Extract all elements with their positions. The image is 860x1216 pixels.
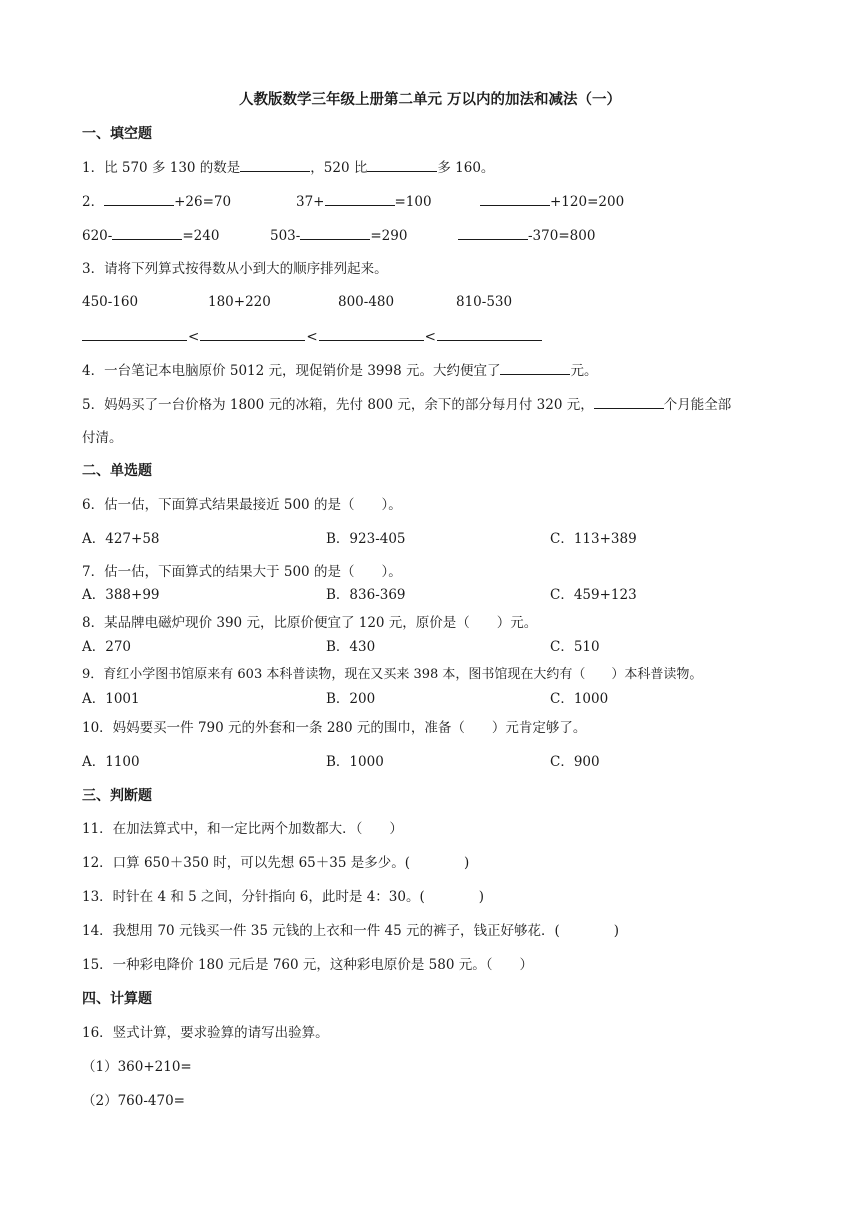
option-a[interactable]: A．1100 xyxy=(82,754,140,770)
question-9: 9．育红小学图书馆原来有 603 本科普读物，现在又买来 398 本，图书馆现在大约有（ ）本科普读物。 xyxy=(82,667,703,682)
section-heading-fill-in: 一、填空题 xyxy=(82,126,152,142)
option-b[interactable]: B．200 xyxy=(326,691,376,707)
answer-blank[interactable] xyxy=(104,191,174,206)
question-6: 6．估一估，下面算式结果最接近 500 的是（ ）。 xyxy=(82,497,402,513)
question-16-part-2: （2）760-470= xyxy=(82,1093,185,1109)
question-4: 4．一台笔记本电脑原价 5012 元，现促销价是 3998 元。大约便宜了 元。 xyxy=(82,360,597,381)
option-a[interactable]: A．270 xyxy=(82,639,132,655)
option-a[interactable]: A．427+58 xyxy=(82,531,160,547)
question-12: 12．口算 650＋350 时，可以先想 65＋35 是多少。( ) xyxy=(82,855,470,871)
option-b[interactable]: B．430 xyxy=(326,639,376,655)
answer-blank[interactable] xyxy=(594,394,664,409)
answer-blank[interactable] xyxy=(437,326,542,341)
less-than-sign: < xyxy=(188,329,200,345)
question-10: 10．妈妈要买一件 790 元的外套和一条 280 元的围巾，准备（ ）元肯定够了。 xyxy=(82,720,587,736)
answer-blank[interactable] xyxy=(500,360,570,375)
expression-item: 180+220 xyxy=(208,294,271,310)
worksheet-page: 人教版数学三年级上册第二单元 万以内的加法和减法（一） 一、填空题 1．比 570 多 130 的数是 ，520 比 多 160。 2． +26=70 37+ =100 +120=200 620- =240 503- =290 -370=800 3．请将下列算式按得数从小到大的顺序排列起来。 450-160 180+220 800-480 810-530 < < < 4．一台笔记本电脑原价 5012 元，现促销价是 3998 元。大约便宜了 元。 5．妈妈买了一台价格为 1800 元的冰箱，先付 800 元，余下的部分每月付 320 元， 个月能全部 付清。 二、单选题 6．估一估，下面算式结果最接近 500 的是（ ）。 A．427+58 B．923-405 C．113+389 7．估一估，下面算式的结果大于 500 的是（ ）。 A．388+99 B．836-369 C．459+123 8．某品牌电磁炉现价 390 元，比原价便宜了 120 元，原价是（ ）元。 A．270 B．430 C．510 9．育红小学图书馆原来有 603 本科普读物，现在又买来 398 本，图书馆现在大约有（ ）本科普读物。 A．1001 B．200 C．1000 10．妈妈要买一件 790 元的外套和一条 280 元的围巾，准备（ ）元肯定够了。 A．1100 B．1000 C．900 三、判断题 11．在加法算式中，和一定比两个加数都大．（ ） 12．口算 650＋350 时，可以先想 65＋35 是多少。( ) 13．时针在 4 和 5 之间，分针指向 6，此时是 4：30。( ) 14．我想用 70 元钱买一件 35 元钱的上衣和一件 45 元的裤子，钱正好够花．( ) 15．一种彩电降价 180 元后是 760 元，这种彩电原价是 580 元。（ ） 四、计算题 16．竖式计算，要求验算的请写出验算。 （1）360+210= （2）760-470= xyxy=(0,0,860,1216)
option-a[interactable]: A．1001 xyxy=(82,691,140,707)
page-title: 人教版数学三年级上册第二单元 万以内的加法和减法（一） xyxy=(238,92,622,108)
less-than-sign: < xyxy=(306,329,318,345)
answer-blank[interactable] xyxy=(82,326,187,341)
question-5-continued: 付清。 xyxy=(82,430,123,446)
question-16-part-1: （1）360+210= xyxy=(82,1059,192,1075)
option-b[interactable]: B．836-369 xyxy=(326,587,406,603)
question-15: 15．一种彩电降价 180 元后是 760 元，这种彩电原价是 580 元。（ ） xyxy=(82,957,533,973)
answer-blank[interactable] xyxy=(319,326,424,341)
section-heading-single-choice: 二、单选题 xyxy=(82,463,152,479)
section-heading-true-false: 三、判断题 xyxy=(82,788,152,804)
expression-item: 450-160 xyxy=(82,294,139,310)
answer-blank[interactable] xyxy=(300,225,370,240)
option-a[interactable]: A．388+99 xyxy=(82,587,160,603)
option-c[interactable]: C．1000 xyxy=(550,691,609,707)
answer-blank[interactable] xyxy=(200,326,305,341)
question-14: 14．我想用 70 元钱买一件 35 元钱的上衣和一件 45 元的裤子，钱正好够花．( ) xyxy=(82,923,619,939)
less-than-sign: < xyxy=(424,329,436,345)
question-7: 7．估一估，下面算式的结果大于 500 的是（ ）。 xyxy=(82,564,402,580)
question-1: 1．比 570 多 130 的数是 ，520 比 多 160。 xyxy=(82,157,494,178)
option-c[interactable]: C．900 xyxy=(550,754,600,770)
question-11: 11．在加法算式中，和一定比两个加数都大．（ ） xyxy=(82,821,403,837)
question-13: 13．时针在 4 和 5 之间，分针指向 6，此时是 4：30。( ) xyxy=(82,889,484,905)
option-c[interactable]: C．459+123 xyxy=(550,587,637,603)
answer-blank[interactable] xyxy=(367,157,437,172)
answer-blank[interactable] xyxy=(240,157,310,172)
question-3-order-blanks xyxy=(82,326,542,347)
expression-item: 800-480 xyxy=(338,294,395,310)
question-8: 8．某品牌电磁炉现价 390 元，比原价便宜了 120 元，原价是（ ）元。 xyxy=(82,615,538,631)
option-c[interactable]: C．113+389 xyxy=(550,531,637,547)
option-b[interactable]: B．923-405 xyxy=(326,531,406,547)
answer-blank[interactable] xyxy=(325,191,395,206)
option-b[interactable]: B．1000 xyxy=(326,754,384,770)
question-5: 5．妈妈买了一台价格为 1800 元的冰箱，先付 800 元，余下的部分每月付 320 元， 个月能全部 xyxy=(82,394,731,415)
question-16: 16．竖式计算，要求验算的请写出验算。 xyxy=(82,1025,329,1041)
answer-blank[interactable] xyxy=(458,225,528,240)
question-3: 3．请将下列算式按得数从小到大的顺序排列起来。 xyxy=(82,261,388,277)
expression-item: 810-530 xyxy=(456,294,513,310)
answer-blank[interactable] xyxy=(112,225,182,240)
option-c[interactable]: C．510 xyxy=(550,639,600,655)
section-heading-calculation: 四、计算题 xyxy=(82,991,152,1007)
answer-blank[interactable] xyxy=(480,191,550,206)
